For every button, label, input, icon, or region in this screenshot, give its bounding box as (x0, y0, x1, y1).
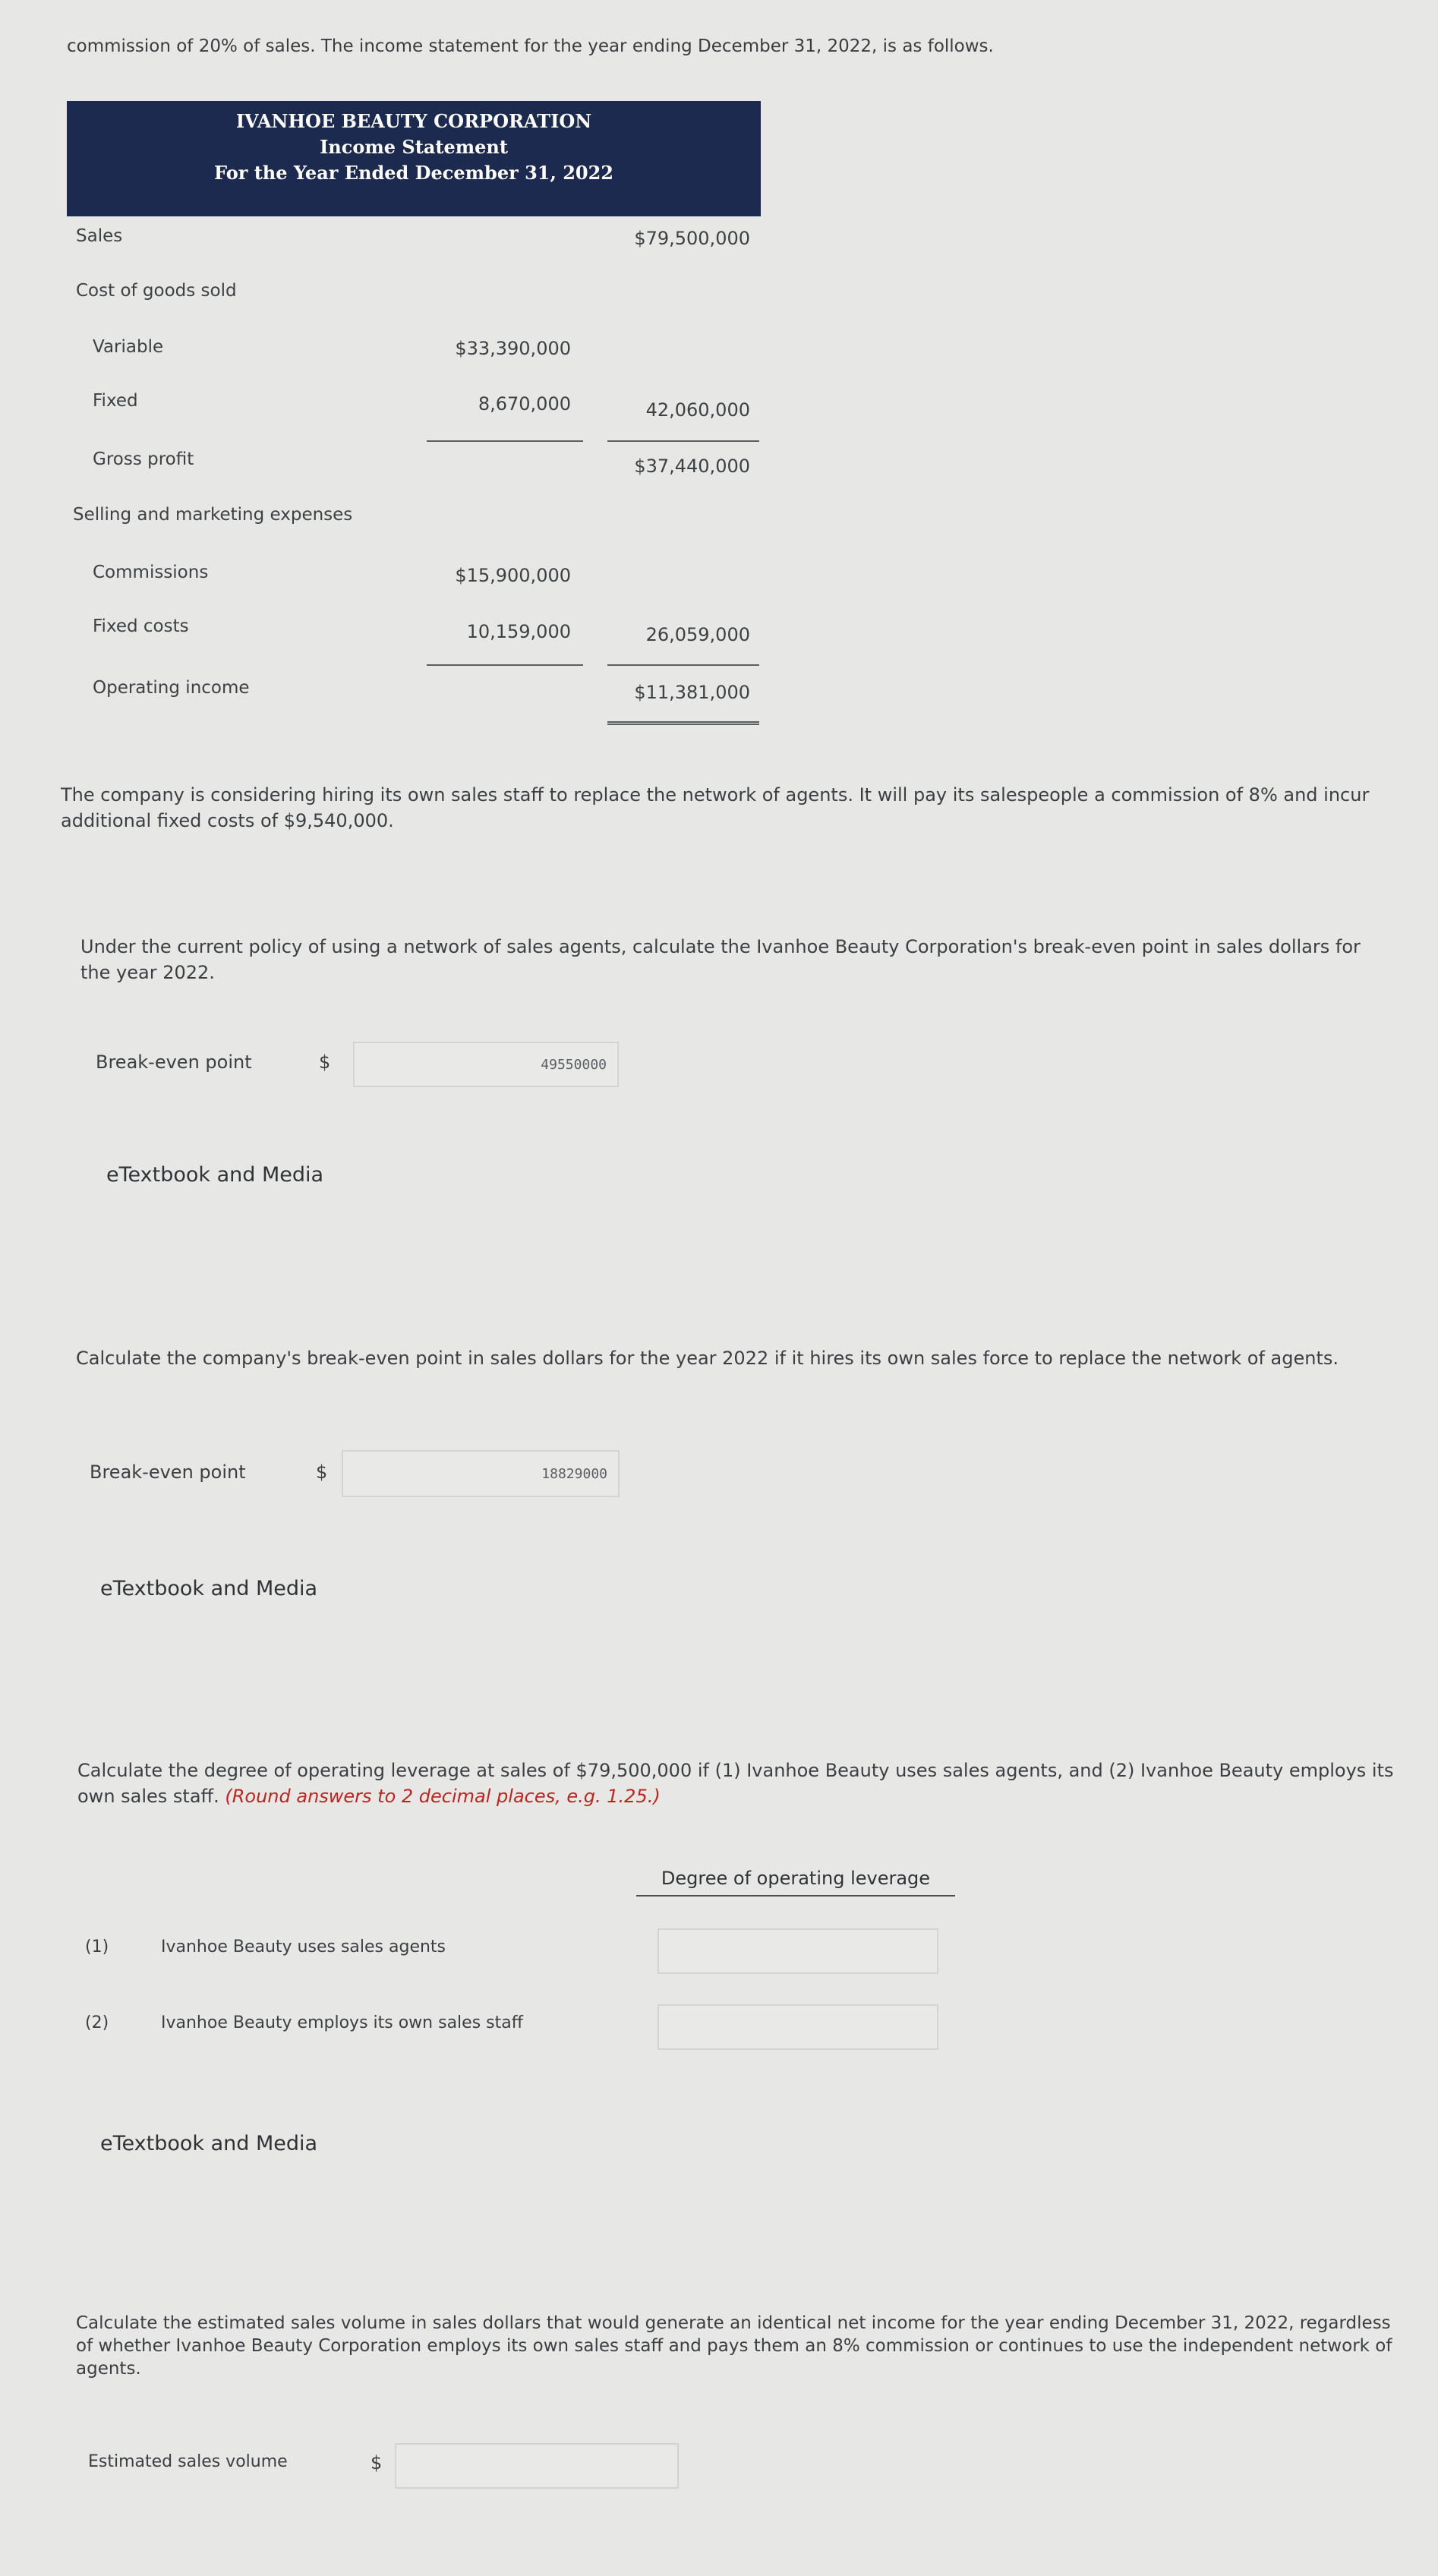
dol-item-1-number: (1) (85, 1938, 109, 1956)
q1-etextbook-link[interactable]: eTextbook and Media (106, 1163, 324, 1187)
fixed-label: Fixed (93, 391, 138, 411)
selling-total: 26,059,000 (645, 624, 750, 645)
sales-label: Sales (76, 226, 123, 246)
q3-etextbook-link[interactable]: eTextbook and Media (100, 2132, 318, 2155)
cogs-label: Cost of goods sold (76, 281, 237, 301)
statement-title: Income Statement (320, 136, 508, 158)
underline (607, 440, 759, 442)
q3-prompt: Calculate the degree of operating leverage at sales of $79,500,000 if (1) Ivanhoe Beauty uses sales agents, and (2) Ivanhoe Beauty employs its own sales staff. (77, 1760, 1394, 1807)
q1-dollar-sign: $ (319, 1052, 331, 1073)
q4-sales-volume-input[interactable] (395, 2443, 679, 2489)
variable-amount: $33,390,000 (455, 338, 571, 359)
q1-break-even-input[interactable]: 49550000 (353, 1042, 619, 1087)
cogs-total: 42,060,000 (645, 399, 750, 421)
commissions-label: Commissions (93, 563, 209, 582)
statement-period: For the Year Ended December 31, 2022 (213, 162, 613, 184)
q1-prompt: Under the current policy of using a network of sales agents, calculate the Ivanhoe Beauty Corporation's break-even point in sales dollars for the year 2022. (80, 936, 1361, 983)
fixed-amount: 8,670,000 (478, 393, 571, 415)
income-statement-header (67, 101, 761, 216)
dol-column-header: Degree of operating leverage (636, 1868, 955, 1897)
q3-rounding-note: (Round answers to 2 decimal places, e.g. 1.25.) (225, 1786, 661, 1807)
q2-prompt: Calculate the company's break-even point in sales dollars for the year 2022 if it hires its own sales force to replace the network of agents. (76, 1348, 1339, 1369)
q2-break-even-label: Break-even point (90, 1461, 246, 1483)
dol-input-2[interactable] (658, 2004, 938, 2050)
underline (427, 440, 583, 442)
dol-item-1-label: Ivanhoe Beauty uses sales agents (161, 1938, 446, 1956)
underline (607, 664, 759, 666)
q2-break-even-input[interactable]: 18829000 (342, 1450, 620, 1497)
commissions-amount: $15,900,000 (455, 565, 571, 586)
operating-income-total: $11,381,000 (634, 682, 750, 703)
q2-etextbook-link[interactable]: eTextbook and Media (100, 1577, 318, 1600)
q4-sales-volume-label: Estimated sales volume (88, 2452, 288, 2471)
dol-input-1[interactable] (658, 1928, 938, 1974)
dol-item-2-label: Ivanhoe Beauty employs its own sales staff (161, 2013, 523, 2032)
q1-break-even-label: Break-even point (96, 1052, 252, 1073)
intro-text: commission of 20% of sales. The income statement for the year ending December 31, 2022, is as follows. (67, 36, 994, 56)
double-underline (607, 721, 759, 725)
q4-dollar-sign: $ (371, 2452, 383, 2474)
selling-label: Selling and marketing expenses (73, 505, 353, 525)
operating-income-label: Operating income (93, 678, 250, 698)
q2-dollar-sign: $ (316, 1461, 328, 1483)
company-name: IVANHOE BEAUTY CORPORATION (235, 110, 592, 132)
gross-profit-label: Gross profit (93, 449, 194, 469)
sales-total: $79,500,000 (634, 228, 750, 249)
gross-profit-total: $37,440,000 (634, 456, 750, 477)
variable-label: Variable (93, 337, 164, 357)
fixed-costs-amount: 10,159,000 (466, 621, 571, 642)
fixed-costs-label: Fixed costs (93, 616, 189, 636)
underline (427, 664, 583, 666)
scenario-text: The company is considering hiring its own sales staff to replace the network of agents. It will pay its salespeople a commission of 8% and incur additional fixed costs of $9,540,000. (61, 784, 1370, 831)
dol-item-2-number: (2) (85, 2013, 109, 2032)
q4-prompt: Calculate the estimated sales volume in sales dollars that would generate an identical net income for the year ending December 31, 2022, regardless of whether Ivanhoe Beauty Corporation employs its own sales staff and pays them an 8% commission or continues to use the independent network of agents. (76, 2313, 1392, 2379)
